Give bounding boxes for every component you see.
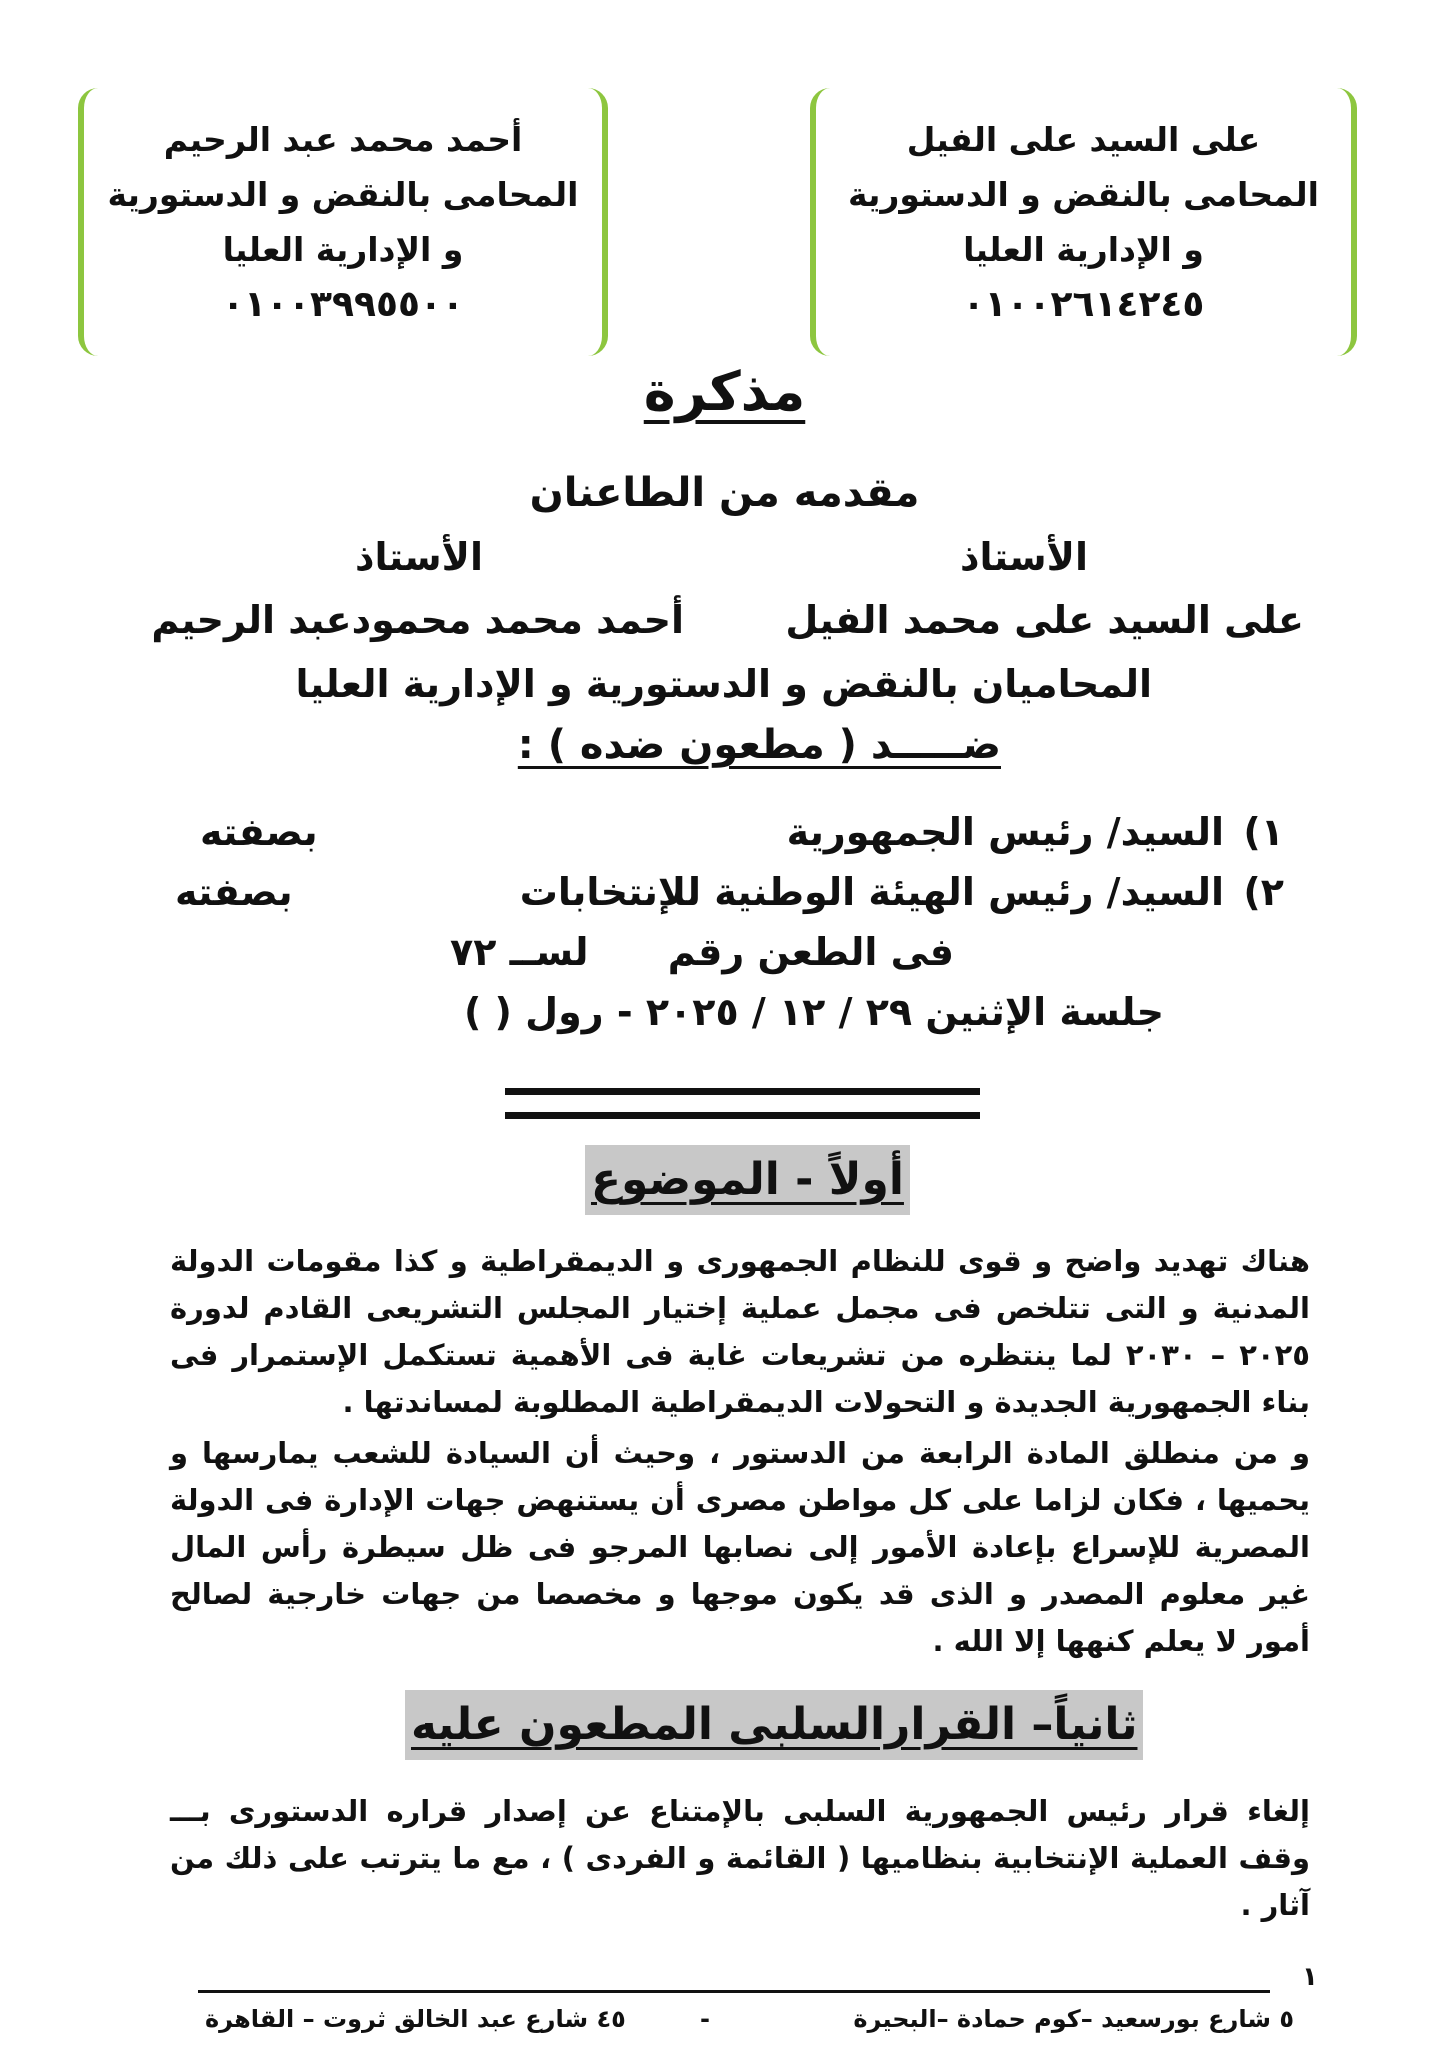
appeal-number: لســ ٧٢ (450, 930, 589, 974)
footer-address-right: ٥ شارع بورسعيد –كوم حمادة –البحيرة (853, 2005, 1294, 2033)
memo-title: مذكرة (643, 360, 806, 423)
lawyer-title: المحامى بالنقض و الدستورية (848, 175, 1319, 214)
subject-paragraph-2: و من منطلق المادة الرابعة من الدستور ، وحيث أن السيادة للشعب يمارسها و يحميها ، فكان لزاما على كل مواطن مصرى أن يستنهض جهات الإدارة فى الدولة المصرية للإسراع بإعادة الأمور إلى نصابها المرجو فى ظل سيطرة رأس المال غير معلوم المصدر و الذى قد يكون موجها و مخصصا من جهات خارجية لصالح أمور لا يعلم كنهها إلا الله . (170, 1436, 1310, 1658)
against-heading: ضـــــد ( مطعون ضده ) : (517, 722, 1001, 768)
lawyer-title: المحامى بالنقض و الدستورية (107, 175, 579, 214)
section-heading-decision: ثانياً– القرارالسلبى المطعون عليه (405, 1690, 1143, 1760)
appellant-name-left: أحمد محمد محمودعبد الرحيم (151, 598, 684, 642)
appeal-label: فى الطعن رقم (667, 930, 954, 974)
subject-paragraph-1: هناك تهديد واضح و قوى للنظام الجمهورى و الديمقراطية و كذا مقومات الدولة المدنية و التى تتلخص فى مجمل عملية إختيار المجلس التشريعى القادم لدورة ٢٠٢٥ – ٢٠٣٠ لما ينتظره من تشريعات غاية فى الأهمية تستكمل الإستمرار فى بناء الجمهورية الجديدة و التحولات الديمقراطية المطلوبة لمساندتها . (170, 1244, 1310, 1419)
page-number: ١ (1302, 1962, 1318, 1992)
appellants-title: المحاميان بالنقض و الدستورية و الإدارية العليا (295, 662, 1152, 706)
memo-subtitle: مقدمه من الطاعنان (529, 470, 920, 516)
lawyer-name: على السيد على الفيل (906, 120, 1261, 159)
separator-rule (505, 1112, 980, 1119)
ustaz-label-left: الأستاذ (355, 535, 483, 579)
separator-rule (505, 1088, 980, 1095)
lawyer-title-2: و الإدارية العليا (222, 230, 464, 269)
lawyer-phone: ٠١٠٠٢٦١٤٢٤٥ (962, 284, 1205, 325)
ustaz-label-right: الأستاذ (960, 535, 1088, 579)
respondent-capacity: بصفته (200, 810, 318, 854)
respondent-number: ١) (1243, 810, 1284, 854)
respondent-name: السيد/ رئيس الجمهورية (786, 810, 1224, 854)
respondent-name: السيد/ رئيس الهيئة الوطنية للإنتخابات (519, 870, 1224, 914)
lawyer-phone: ٠١٠٠٣٩٩٥٥٠٠ (222, 284, 464, 325)
respondent-capacity: بصفته (175, 870, 293, 914)
footer-separator: - (700, 2005, 710, 2033)
section-heading-subject: أولاً - الموضوع (585, 1145, 910, 1215)
lawyer-title-2: و الإدارية العليا (963, 230, 1204, 269)
lawyer-name: أحمد محمد عبد الرحيم (163, 120, 523, 159)
decision-paragraph: إلغاء قرار رئيس الجمهورية السلبى بالإمتناع عن إصدار قراره الدستورى بـــ وقف العملية الإنتخابية بنظاميها ( القائمة و الفردى ) ، مع ما يترتب على ذلك من آثار . (170, 1794, 1310, 1922)
respondent-number: ٢) (1243, 870, 1284, 914)
footer-address-left: ٤٥ شارع عبد الخالق ثروت – القاهرة (205, 2005, 626, 2033)
session-line: جلسة الإثنين ٢٩ / ١٢ / ٢٠٢٥ - رول ( ) (463, 990, 1164, 1034)
appellant-name-right: على السيد على محمد الفيل (785, 598, 1304, 642)
footer-rule (198, 1990, 1270, 1993)
lawyer-card-right (810, 88, 1357, 356)
lawyer-card-left (78, 88, 608, 356)
